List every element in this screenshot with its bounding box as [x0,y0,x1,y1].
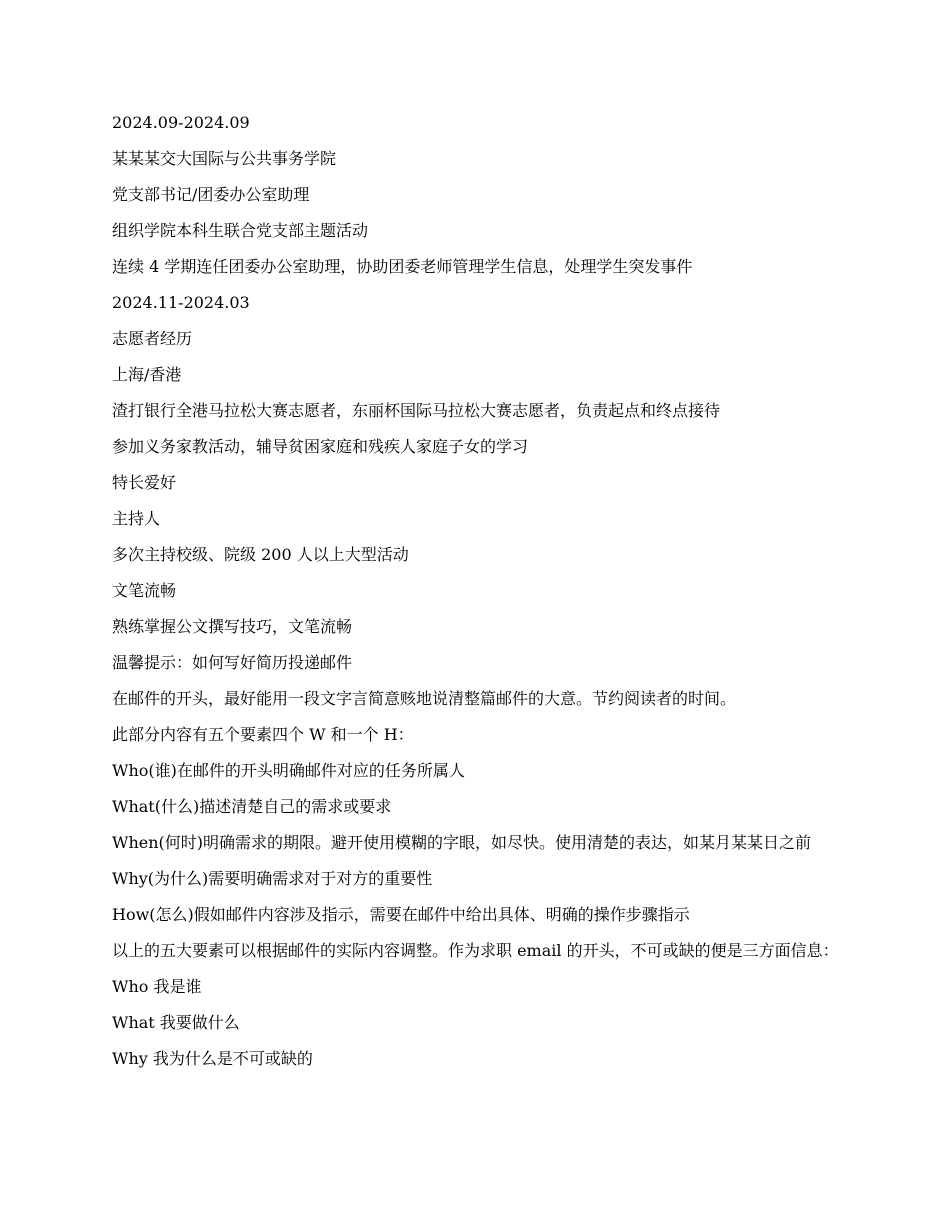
skill-title: 文笔流畅 [112,581,177,600]
tip-element-how: How(怎么)假如邮件内容涉及指示，需要在邮件中给出具体、明确的操作步骤指示 [112,905,690,924]
duty-item: 组织学院本科生联合党支部主题活动 [112,221,369,240]
section-heading-volunteer: 志愿者经历 [112,329,193,348]
skill-title: 主持人 [112,509,161,528]
duty-item: 连续 4 学期连任团委办公室助理，协助团委老师管理学生信息，处理学生突发事件 [112,257,693,276]
summary-why: Why 我为什么是不可或缺的 [112,1049,313,1068]
tip-element-when: When(何时)明确需求的期限。避开使用模糊的字眼，如尽快。使用清楚的表达，如某月某某日之前 [112,833,812,852]
position-title: 党支部书记/团委办公室助理 [112,185,310,204]
skill-description: 多次主持校级、院级 200 人以上大型活动 [112,545,409,564]
tip-paragraph: 此部分内容有五个要素四个 W 和一个 H： [112,725,414,744]
tip-paragraph: 以上的五大要素可以根据邮件的实际内容调整。作为求职 email 的开头，不可或缺的便是三方面信息： [112,941,839,960]
skill-description: 熟练掌握公文撰写技巧，文笔流畅 [112,617,353,636]
document-body [112,113,840,1085]
volunteer-item: 参加义务家教活动，辅导贫困家庭和残疾人家庭子女的学习 [112,437,529,456]
volunteer-item: 渣打银行全港马拉松大赛志愿者，东丽杯国际马拉松大赛志愿者，负责起点和终点接待 [112,401,721,420]
tip-paragraph: 在邮件的开头，最好能用一段文字言简意赅地说清整篇邮件的大意。节约阅读者的时间。 [112,689,737,708]
tip-element-what: What(什么)描述清楚自己的需求或要求 [112,797,392,816]
school-name: 某某某交大国际与公共事务学院 [112,149,337,168]
section-heading-hobbies: 特长爱好 [112,473,177,492]
tip-element-why: Why(为什么)需要明确需求对于对方的重要性 [112,869,433,888]
tip-heading: 温馨提示：如何写好简历投递邮件 [112,653,353,672]
summary-who: Who 我是谁 [112,977,202,996]
date-range-2: 2024.11-2024.03 [112,293,250,312]
tip-element-who: Who(谁)在邮件的开头明确邮件对应的任务所属人 [112,761,465,780]
date-range-1: 2024.09-2024.09 [112,113,250,132]
summary-what: What 我要做什么 [112,1013,240,1032]
location: 上海/香港 [112,365,182,384]
